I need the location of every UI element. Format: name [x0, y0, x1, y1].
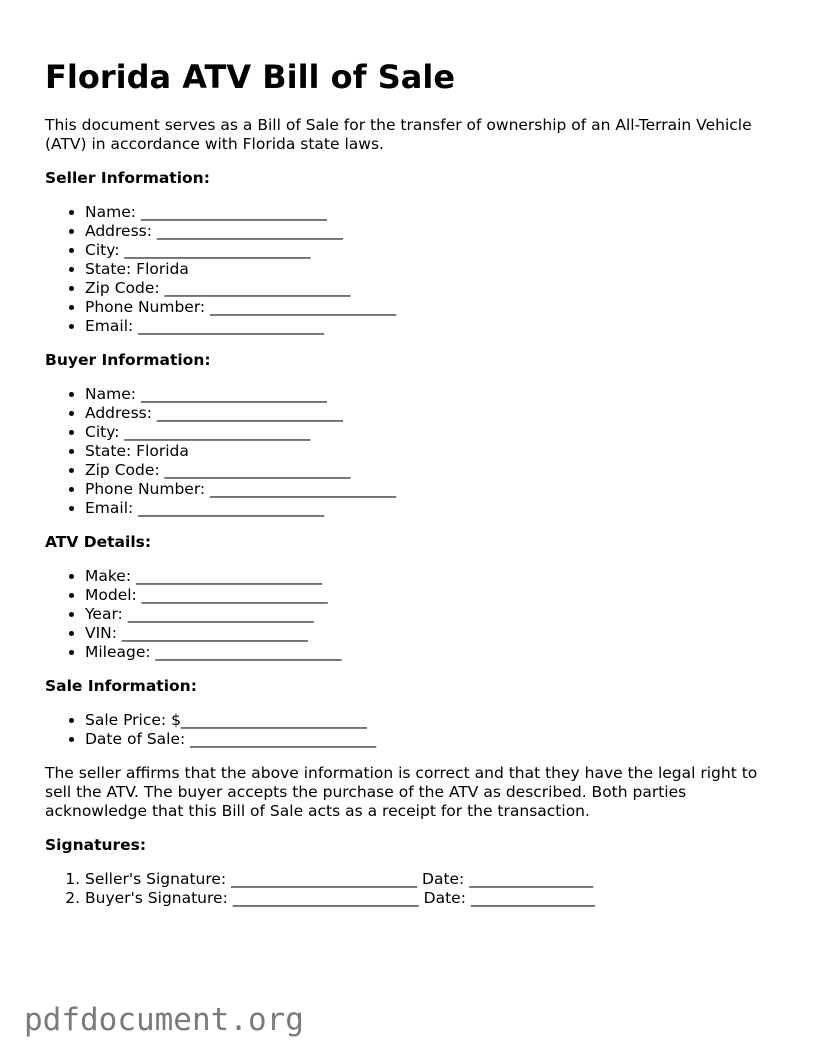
buyer-phone-field: • Phone Number: ________________________	[85, 480, 780, 499]
buyer-state-field: • State: Florida	[85, 442, 780, 461]
affirmation-paragraph: The seller affirms that the above information is correct and that they have the legal right to sell the ATV. The buyer accepts the purchase of the ATV as described. Both parties acknowledge that this Bill of Sale acts as a receipt for the transaction.	[45, 764, 758, 820]
intro-paragraph: This document serves as a Bill of Sale for the transfer of ownership of an All-Terrain Vehicle (ATV) in accordance with Florida state laws.	[45, 116, 752, 153]
atv-make-field: • Make: ________________________	[85, 567, 780, 586]
atv-year-field: • Year: ________________________	[85, 605, 780, 624]
buyer-address-field: • Address: ________________________	[85, 404, 780, 423]
sale-field-list	[45, 711, 780, 749]
sale-date-field: • Date of Sale: ________________________	[85, 730, 780, 749]
signature-list	[45, 870, 780, 908]
seller-state-field: • State: Florida	[85, 260, 780, 279]
seller-city-field: • City: ________________________	[85, 241, 780, 260]
document-title: Florida ATV Bill of Sale	[45, 58, 456, 96]
atv-field-list	[45, 567, 780, 662]
seller-phone-field: • Phone Number: ________________________	[85, 298, 780, 317]
seller-signature-line: 1. Seller's Signature: ________________________ Date: ________________	[85, 870, 780, 889]
sale-price-field: • Sale Price: $________________________	[85, 711, 780, 730]
buyer-zip-field: • Zip Code: ________________________	[85, 461, 780, 480]
buyer-email-field: • Email: ________________________	[85, 499, 780, 518]
seller-email-field: • Email: ________________________	[85, 317, 780, 336]
buyer-heading: Buyer Information:	[45, 351, 211, 369]
watermark-logo: pdfdocument.org	[24, 1002, 304, 1038]
seller-zip-field: • Zip Code: ________________________	[85, 279, 780, 298]
seller-field-list	[45, 203, 780, 336]
atv-vin-field: • VIN: ________________________	[85, 624, 780, 643]
buyer-signature-line: 2. Buyer's Signature: ________________________ Date: ________________	[85, 889, 780, 908]
buyer-name-field: • Name: ________________________	[85, 385, 780, 404]
sale-heading: Sale Information:	[45, 677, 197, 695]
seller-heading: Seller Information:	[45, 169, 210, 187]
seller-address-field: • Address: ________________________	[85, 222, 780, 241]
document-page	[45, 56, 780, 923]
atv-heading: ATV Details:	[45, 533, 152, 551]
signatures-heading: Signatures:	[45, 836, 147, 854]
buyer-city-field: • City: ________________________	[85, 423, 780, 442]
seller-name-field: • Name: ________________________	[85, 203, 780, 222]
atv-mileage-field: • Mileage: ________________________	[85, 643, 780, 662]
buyer-field-list	[45, 385, 780, 518]
atv-model-field: • Model: ________________________	[85, 586, 780, 605]
